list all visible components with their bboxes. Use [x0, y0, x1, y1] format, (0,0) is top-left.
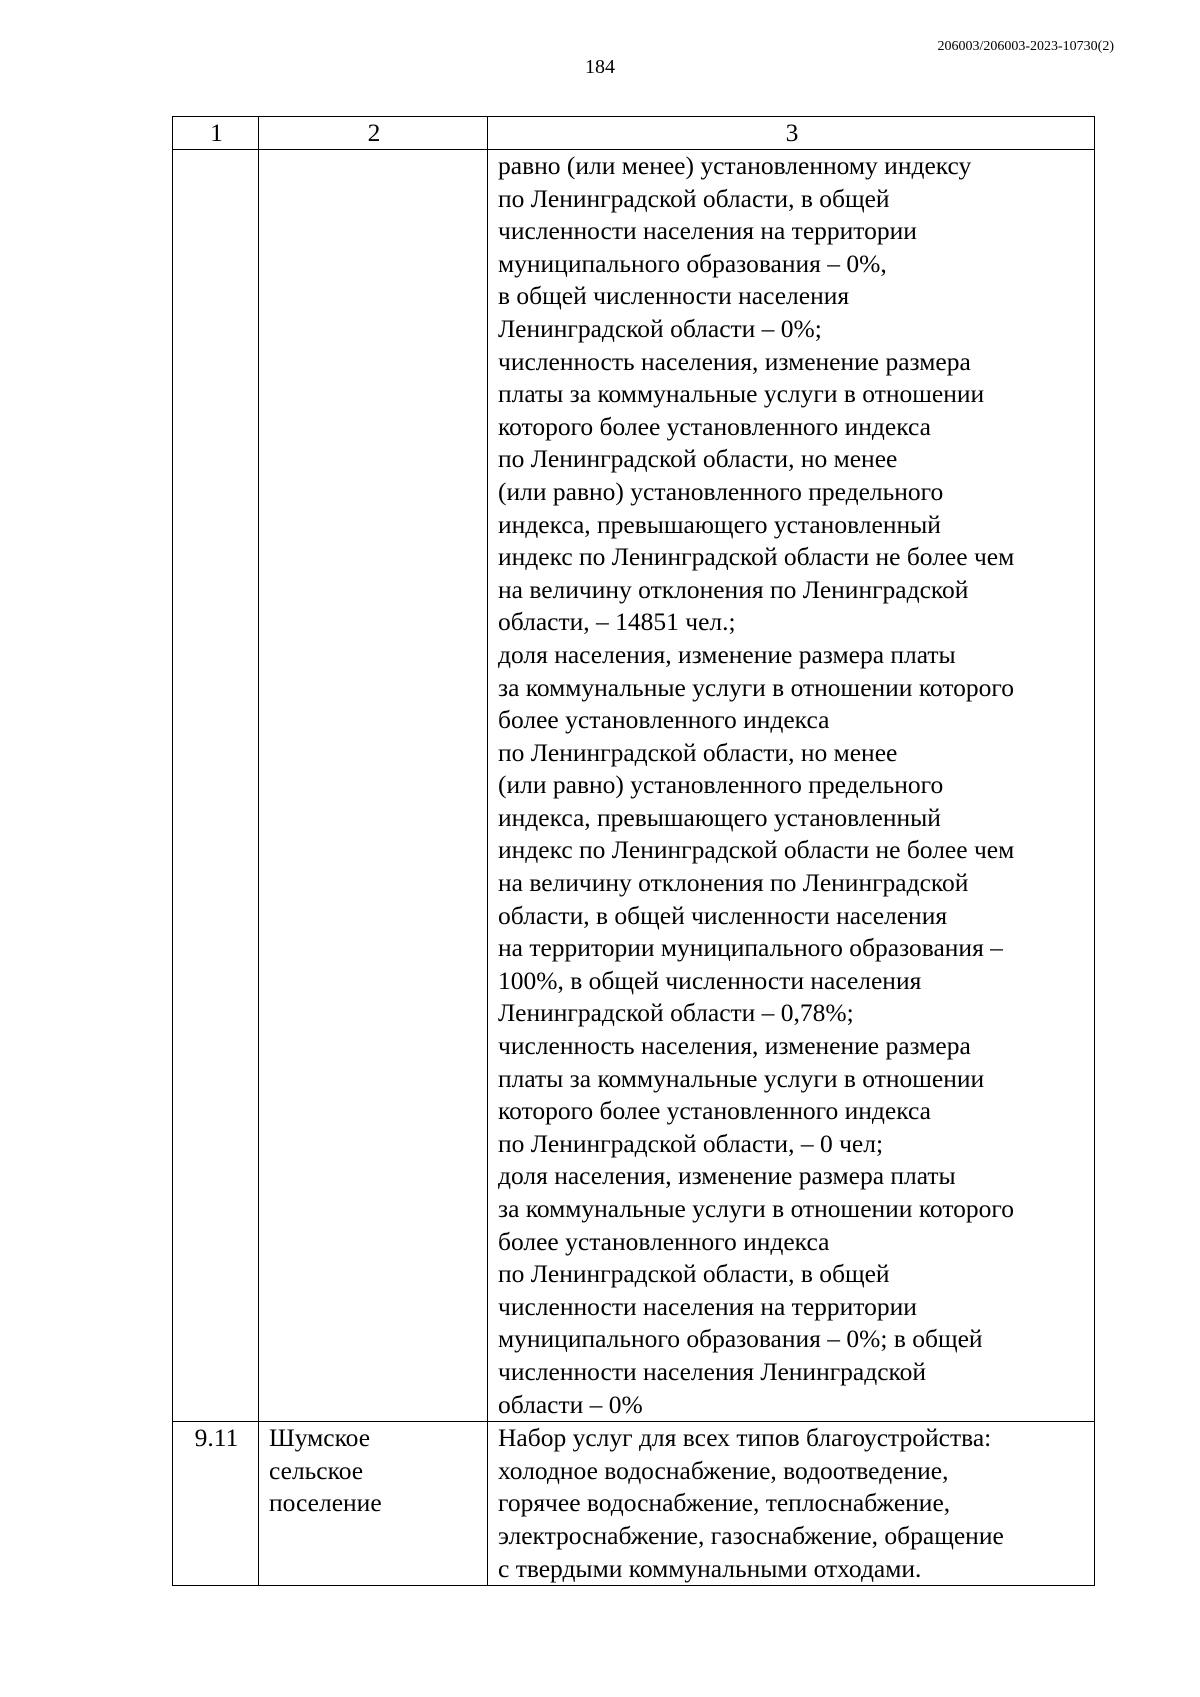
text-line: муниципального образования – 0%, — [498, 248, 887, 278]
data-table — [172, 116, 1095, 1586]
table-row — [173, 150, 1095, 1422]
row-name — [259, 1422, 488, 1586]
text-line: за коммунальные услуги в отношении которого — [498, 1194, 1014, 1223]
text-line: платы за коммунальные услуги в отношении — [498, 379, 985, 409]
name-line: сельское — [269, 1455, 364, 1485]
document-id: 206003/206003-2023-10730(2) — [937, 39, 1114, 54]
text-line: доля населения, изменение размера платы — [498, 1161, 956, 1191]
text-line: на величину отклонения по Ленинградской — [498, 868, 969, 898]
text-line: области – 0% — [498, 1389, 643, 1419]
text-line: доля населения, изменение размера платы — [498, 639, 956, 669]
text-line: (или равно) установленного предельного — [498, 770, 944, 800]
text-line: численности населения на территории — [498, 216, 917, 246]
row-number — [173, 150, 259, 1422]
text-line: в общей численности населения — [498, 281, 850, 311]
text-line: по Ленинградской области, – 0 чел; — [498, 1128, 884, 1158]
text-line: Ленинградской области – 0%; — [498, 313, 822, 343]
text-line: по Ленинградской области, в общей — [498, 183, 890, 213]
row-text — [488, 150, 1095, 1422]
text-line: 100%, в общей численности населения — [498, 965, 922, 995]
text-line: с твердыми коммунальными отходами. — [498, 1553, 922, 1583]
text-line: холодное водоснабжение, водоотведение, — [498, 1455, 949, 1485]
name-line: поселение — [269, 1488, 382, 1518]
column-header-3: 3 — [488, 117, 1095, 150]
text-line: за коммунальные услуги в отношении которого — [498, 672, 1014, 702]
text-line: численность населения, изменение размера — [498, 346, 971, 376]
table-row — [173, 1422, 1095, 1586]
text-line: по Ленинградской области, в общей — [498, 1259, 890, 1289]
text-line: области, – 14851 чел.; — [498, 607, 736, 637]
text-line: Набор услуг для всех типов благоустройства: — [498, 1423, 992, 1453]
column-header-2: 2 — [259, 117, 488, 150]
text-line: по Ленинградской области, но менее — [498, 444, 898, 474]
text-line: индекс по Ленинградской области не более чем — [498, 835, 1015, 865]
row-name — [259, 150, 488, 1422]
text-line: индекс по Ленинградской области не более чем — [498, 542, 1015, 572]
text-line: Ленинградской области – 0,78%; — [498, 998, 854, 1028]
text-line: индекса, превышающего установленный — [498, 509, 941, 539]
text-line: индекса, превышающего установленный — [498, 802, 941, 832]
text-line: платы за коммунальные услуги в отношении — [498, 1063, 985, 1093]
text-line: по Ленинградской области, но менее — [498, 737, 898, 767]
text-line: области, в общей численности населения — [498, 900, 948, 930]
text-line: численности населения Ленинградской — [498, 1356, 927, 1386]
text-line: на территории муниципального образования – — [498, 933, 1003, 963]
text-line: (или равно) установленного предельного — [498, 476, 944, 506]
text-line: которого более установленного индекса — [498, 1096, 931, 1126]
text-line: муниципального образования – 0%; в общей — [498, 1324, 983, 1354]
table-header-row — [173, 117, 1095, 150]
text-line: более установленного индекса — [498, 1226, 830, 1256]
column-header-1: 1 — [173, 117, 259, 150]
name-line: Шумское — [269, 1423, 371, 1453]
text-line: которого более установленного индекса — [498, 411, 931, 441]
text-line: численность населения, изменение размера — [498, 1031, 971, 1061]
text-line: горячее водоснабжение, теплоснабжение, — [498, 1488, 951, 1518]
page-number: 184 — [585, 56, 615, 78]
row-number: 9.11 — [173, 1422, 259, 1586]
row-text — [488, 1422, 1095, 1586]
text-line: электроснабжение, газоснабжение, обращение — [498, 1520, 1004, 1550]
text-line: равно (или менее) установленному индексу — [498, 151, 972, 180]
text-line: более установленного индекса — [498, 705, 830, 735]
text-line: численности населения на территории — [498, 1291, 917, 1321]
text-line: на величину отклонения по Ленинградской — [498, 574, 969, 604]
